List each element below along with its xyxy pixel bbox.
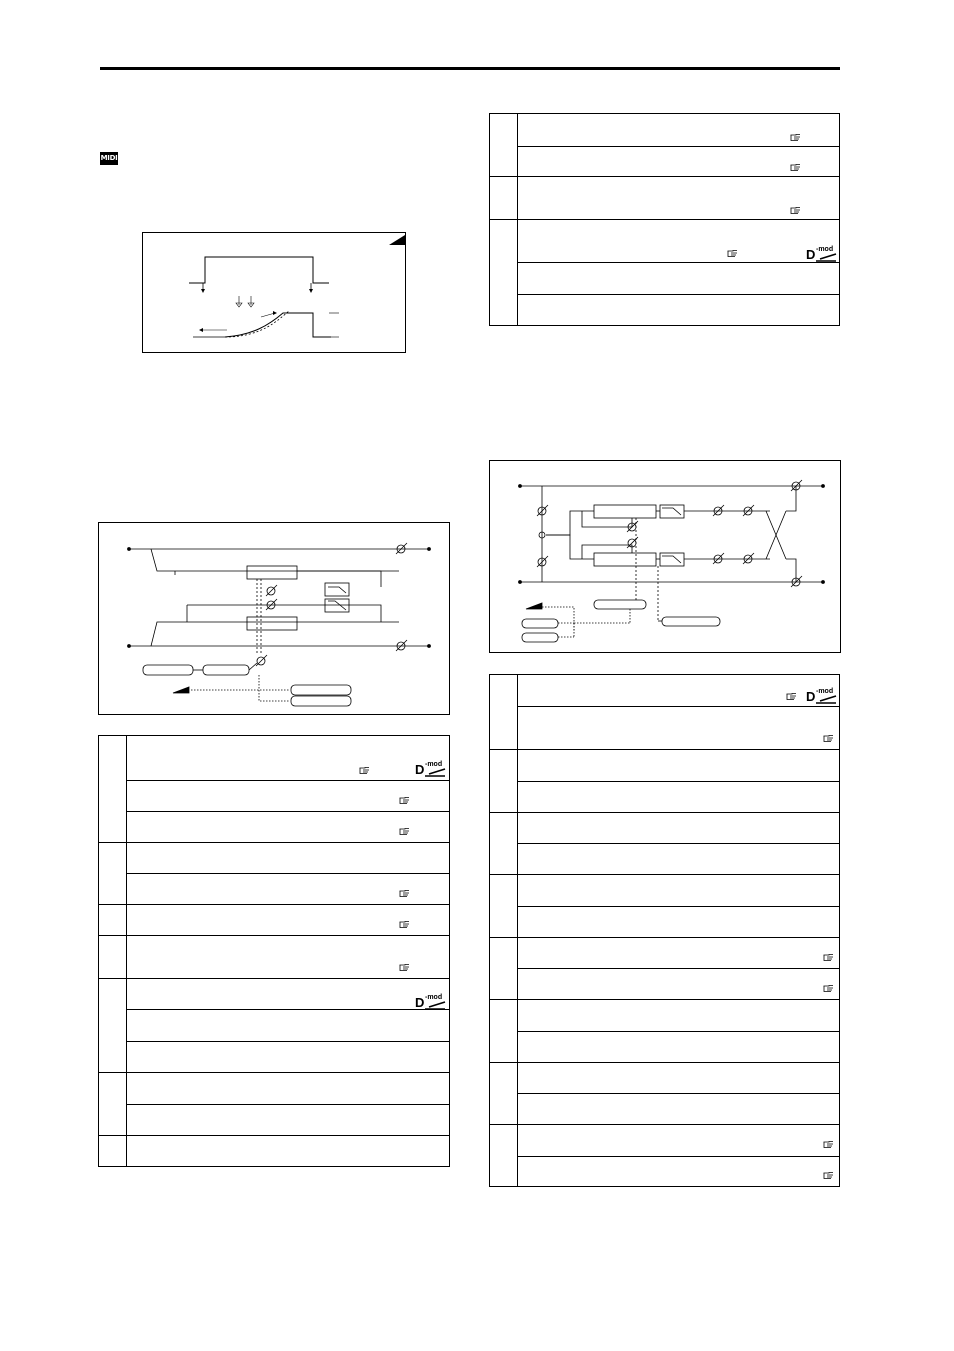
source-block-b (291, 696, 351, 706)
parameter-table-right-top (489, 113, 840, 326)
reference-icon (823, 1172, 834, 1179)
parameter-table-left (98, 735, 450, 1167)
filter-block-upper (325, 583, 349, 596)
midi-icon: MIDI (100, 152, 118, 165)
left-block-diagram (98, 522, 450, 715)
reference-icon (823, 954, 834, 961)
reference-icon (790, 207, 801, 214)
envelope-diagram (142, 232, 406, 353)
reference-icon (399, 890, 410, 897)
reference-icon (790, 134, 801, 141)
filter-block-upper (660, 505, 684, 518)
reference-icon (399, 964, 410, 971)
attack-curve (225, 313, 331, 337)
dmod-icon: D -mod (806, 246, 838, 262)
lfo-block (594, 600, 646, 609)
parameter-table-right-bottom (489, 674, 840, 1187)
source-block-a (291, 685, 351, 695)
delay-block-lower (247, 617, 297, 630)
ramp-icon (389, 235, 405, 245)
reference-icon (823, 735, 834, 742)
reference-icon (790, 164, 801, 171)
reference-icon (727, 250, 738, 257)
dmod-icon: D -mod (415, 994, 447, 1010)
delay-block-upper (594, 505, 656, 518)
source-block-c (662, 617, 720, 626)
dmod-icon: D -mod (415, 761, 447, 777)
reference-icon (359, 767, 370, 774)
delay-block-lower (594, 553, 656, 566)
right-block-diagram (489, 460, 841, 653)
lfo-shape-block (203, 665, 249, 675)
reference-icon (399, 828, 410, 835)
gate-signal (189, 257, 329, 283)
top-rule (100, 67, 840, 70)
source-block-b (522, 633, 558, 642)
reference-icon (786, 693, 797, 700)
filter-block-lower (660, 553, 684, 566)
reference-icon (399, 921, 410, 928)
lfo-block (143, 665, 193, 675)
reference-icon (823, 1141, 834, 1148)
reference-icon (823, 985, 834, 992)
dmod-icon: D -mod (806, 688, 838, 704)
reference-icon (399, 797, 410, 804)
delay-block-upper (247, 566, 297, 579)
source-block-a (522, 619, 558, 628)
